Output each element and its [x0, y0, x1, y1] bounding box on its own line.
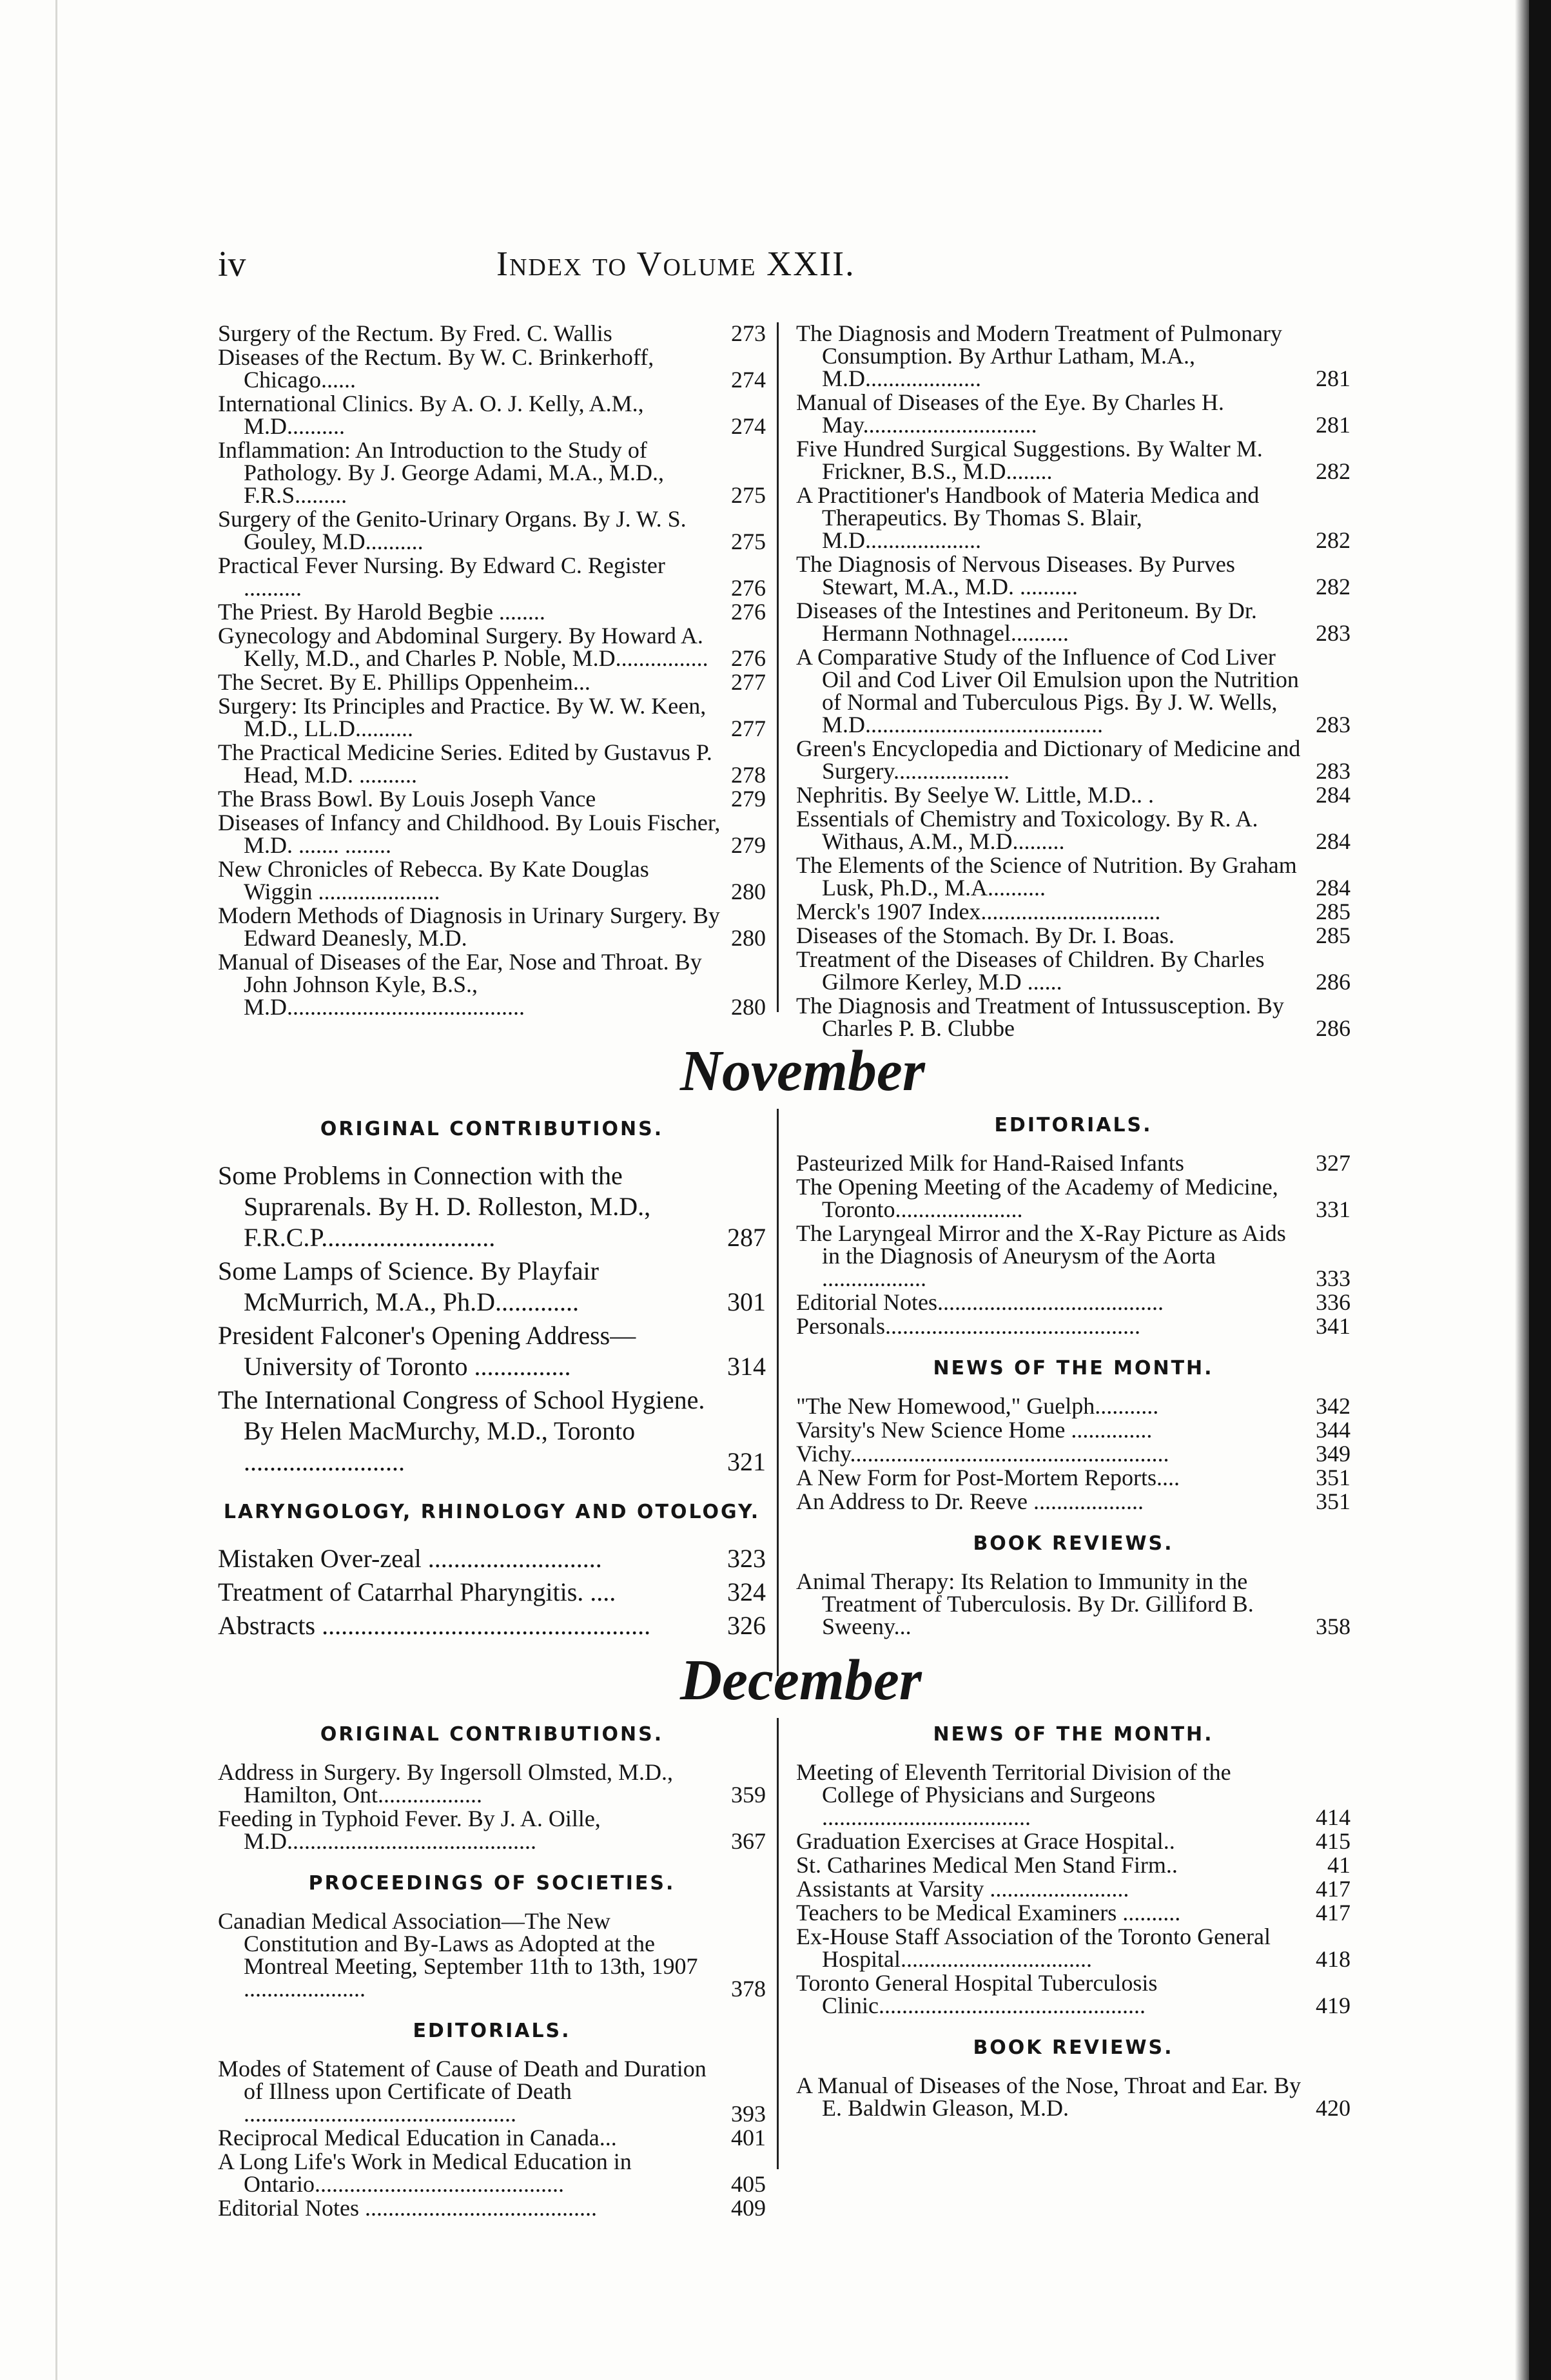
entry-page-number: 274	[731, 367, 766, 393]
entry-title: Vichy.......................................................	[796, 1441, 1169, 1467]
index-entry	[218, 1320, 766, 1382]
index-entry	[218, 1543, 766, 1574]
index-entry	[218, 2197, 766, 2219]
entry-page-number: 273	[731, 320, 766, 346]
entry-title: Diseases of the Intestines and Peritoneum. By Dr. Hermann Nothnagel..........	[796, 598, 1257, 646]
index-entry	[218, 951, 766, 1019]
section-heading: PROCEEDINGS OF SOCIETIES.	[308, 1872, 676, 1895]
entry-title: A Comparative Study of the Influence of Cod Liver Oil and Cod Liver Oil Emulsion upon the Nutrition of Normal and Tuberculous Pigs. By J. W. Wells, M.D.........................................	[796, 644, 1299, 737]
index-entry	[796, 1176, 1351, 1221]
entry-title: New Chronicles of Rebecca. By Kate Douglas Wiggin .....................	[218, 856, 649, 904]
entry-page-number: 342	[1316, 1393, 1351, 1419]
entry-page-number: 420	[1316, 2095, 1351, 2121]
entry-page-number: 277	[731, 716, 766, 741]
index-entry	[796, 1443, 1351, 1465]
index-entry	[796, 1395, 1351, 1418]
section-heading: NEWS OF THE MONTH.	[933, 1357, 1214, 1380]
entry-title: Reciprocal Medical Education in Canada...	[218, 2125, 617, 2151]
entry-title: Treatment of Catarrhal Pharyngitis. ....	[218, 1577, 616, 1606]
entry-title: Essentials of Chemistry and Toxicology. By R. A. Withaus, A.M., M.D.........	[796, 806, 1258, 854]
entry-title: Manual of Diseases of the Ear, Nose and Throat. By John Johnson Kyle, B.S., M.D.........................................	[218, 949, 702, 1020]
entry-title: A Long Life's Work in Medical Education in Ontario...........................................	[218, 2149, 632, 2197]
entry-page-number: 285	[1316, 922, 1351, 948]
entry-title: The Diagnosis of Nervous Diseases. By Purves Stewart, M.A., M.D. ..........	[796, 551, 1235, 600]
entry-page-number: 327	[1316, 1150, 1351, 1176]
entry-page-number: 326	[727, 1611, 766, 1640]
entry-title: Nephritis. By Seelye W. Little, M.D.. .	[796, 782, 1154, 808]
entry-page-number: 321	[727, 1447, 766, 1476]
entry-title: The Opening Meeting of the Academy of Medicine, Toronto......................	[796, 1174, 1278, 1222]
index-entry	[218, 625, 766, 670]
index-entry	[218, 858, 766, 903]
index-entry	[796, 1152, 1351, 1175]
entry-page-number: 282	[1316, 527, 1351, 553]
entry-page-number: 401	[731, 2125, 766, 2151]
entry-page-number: 275	[731, 529, 766, 554]
entry-page-number: 378	[731, 1976, 766, 2002]
index-entry	[796, 1854, 1351, 1877]
entry-page-number: 344	[1316, 1417, 1351, 1443]
index-entry	[796, 948, 1351, 993]
entry-page-number: 283	[1316, 620, 1351, 646]
december-right-column	[796, 1718, 1351, 2121]
index-entry	[796, 391, 1351, 436]
index-entry	[796, 1972, 1351, 2017]
entry-title: Personals............................................	[796, 1313, 1140, 1339]
index-entry	[796, 901, 1351, 923]
entry-title: Some Problems in Connection with the Suprarenals. By H. D. Rolleston, M.D., F.R.C.P...........................	[218, 1161, 651, 1252]
december-left-column	[218, 1718, 766, 2221]
entry-title: Editorial Notes.......................................	[796, 1289, 1164, 1315]
entry-title: The Laryngeal Mirror and the X-Ray Picture as Aids in the Diagnosis of Aneurysm of the Aorta ..................	[796, 1220, 1286, 1291]
entry-title: The Brass Bowl. By Louis Joseph Vance	[218, 786, 596, 812]
entry-title: Gynecology and Abdominal Surgery. By Howard A. Kelly, M.D., and Charles P. Noble, M.D................	[218, 623, 708, 671]
index-entry	[796, 924, 1351, 947]
entry-title: The Practical Medicine Series. Edited by Gustavus P. Head, M.D. ..........	[218, 739, 712, 788]
index-entry	[796, 322, 1351, 390]
index-entry	[218, 1160, 766, 1253]
entry-page-number: 358	[1316, 1614, 1351, 1639]
entry-title: Surgery of the Rectum. By Fred. C. Wallis	[218, 320, 612, 346]
index-entry	[218, 508, 766, 553]
index-entry	[796, 438, 1351, 483]
entry-page-number: 278	[731, 762, 766, 788]
entry-title: The Secret. By E. Phillips Oppenheim...	[218, 669, 590, 695]
index-entry	[796, 1761, 1351, 1829]
entry-title: Green's Encyclopedia and Dictionary of Medicine and Surgery....................	[796, 736, 1301, 784]
entry-title: Modern Methods of Diagnosis in Urinary Surgery. By Edward Deanesly, M.D.	[218, 902, 720, 951]
entry-title: Teachers to be Medical Examiners ..........	[796, 1900, 1181, 1926]
entry-title: A Practitioner's Handbook of Materia Medica and Therapeutics. By Thomas S. Blair, M.D....................	[796, 482, 1260, 553]
scan-margin-line	[55, 0, 57, 2380]
index-entry	[218, 2127, 766, 2149]
entry-page-number: 417	[1316, 1876, 1351, 1902]
entry-page-number: 41	[1327, 1852, 1351, 1878]
entry-title: St. Catharines Medical Men Stand Firm..	[796, 1852, 1178, 1878]
entry-title: Some Lamps of Science. By Playfair McMurrich, M.A., Ph.D.............	[218, 1256, 599, 1316]
entry-page-number: 351	[1316, 1465, 1351, 1490]
entry-page-number: 276	[731, 599, 766, 625]
entry-title: The International Congress of School Hygiene. By Helen MacMurchy, M.D., Toronto .........................	[218, 1385, 705, 1476]
month-title-november: November	[680, 1039, 925, 1103]
index-entry	[218, 601, 766, 623]
index-entry	[218, 741, 766, 786]
november-left-column	[218, 1109, 766, 1644]
entry-page-number: 281	[1316, 412, 1351, 438]
entry-page-number: 417	[1316, 1900, 1351, 1926]
index-entry	[218, 554, 766, 600]
entry-page-number: 336	[1316, 1289, 1351, 1315]
entry-page-number: 279	[731, 786, 766, 812]
entry-page-number: 287	[727, 1223, 766, 1252]
entry-title: Toronto General Hospital Tuberculosis Clinic..............................................	[796, 1970, 1158, 2018]
index-entry	[218, 1910, 766, 2000]
entry-title: Surgery of the Genito-Urinary Organs. By J. W. S. Gouley, M.D..........	[218, 506, 687, 554]
month-title-december: December	[680, 1648, 922, 1712]
entry-title: Five Hundred Surgical Suggestions. By Walter M. Frickner, B.S., M.D........	[796, 436, 1263, 484]
entry-page-number: 359	[731, 1782, 766, 1808]
index-entry	[218, 812, 766, 857]
index-entry	[796, 553, 1351, 598]
page-number: iv	[218, 244, 246, 284]
section-heading: BOOK REVIEWS.	[973, 1532, 1174, 1555]
entry-title: Editorial Notes ........................................	[218, 2195, 597, 2221]
index-entry	[796, 1490, 1351, 1513]
entry-title: The Diagnosis and Modern Treatment of Pulmonary Consumption. By Arthur Latham, M.A., M.D....................	[796, 320, 1282, 391]
index-entry	[218, 695, 766, 740]
entry-page-number: 281	[1316, 366, 1351, 391]
entry-title: A Manual of Diseases of the Nose, Throat and Ear. By E. Baldwin Gleason, M.D.	[796, 2073, 1302, 2121]
entry-page-number: 276	[731, 575, 766, 601]
entry-title: "The New Homewood," Guelph...........	[796, 1393, 1159, 1419]
section-heading: ORIGINAL CONTRIBUTIONS.	[320, 1723, 664, 1746]
index-entry	[796, 1222, 1351, 1290]
index-entry	[218, 1761, 766, 1806]
index-entry	[796, 854, 1351, 899]
index-entry	[796, 1902, 1351, 1924]
entry-title: Animal Therapy: Its Relation to Immunity in the Treatment of Tuberculosis. By Dr. Gilliford B. Sweeny...	[796, 1568, 1254, 1639]
entry-page-number: 324	[727, 1577, 766, 1606]
section-heading: NEWS OF THE MONTH.	[933, 1723, 1214, 1746]
entry-page-number: 280	[731, 925, 766, 951]
index-entry	[796, 1878, 1351, 1900]
entry-page-number: 280	[731, 879, 766, 904]
entry-title: Pasteurized Milk for Hand-Raised Infants	[796, 1150, 1184, 1176]
october-right-column	[796, 322, 1351, 1041]
entry-page-number: 286	[1316, 969, 1351, 995]
entry-title: An Address to Dr. Reeve ...................	[796, 1488, 1144, 1514]
index-entry	[218, 2151, 766, 2196]
entry-title: Diseases of the Stomach. By Dr. I. Boas.	[796, 922, 1175, 948]
entry-page-number: 284	[1316, 782, 1351, 808]
entry-title: The Elements of the Science of Nutrition. By Graham Lusk, Ph.D., M.A..........	[796, 852, 1297, 901]
index-entry	[218, 671, 766, 694]
section-heading: BOOK REVIEWS.	[973, 2036, 1174, 2059]
entry-title: Meeting of Eleventh Territorial Division of the College of Physicians and Surgeons ....................................	[796, 1759, 1231, 1830]
index-entry	[796, 600, 1351, 645]
running-head: Index to Volume XXII.	[496, 244, 855, 283]
entry-page-number: 280	[731, 994, 766, 1020]
entry-page-number: 367	[731, 1828, 766, 1854]
index-entry	[218, 904, 766, 950]
entry-page-number: 333	[1316, 1265, 1351, 1291]
index-entry	[796, 1926, 1351, 1971]
column-divider	[777, 322, 779, 1012]
column-divider	[777, 1109, 779, 1676]
entry-page-number: 314	[727, 1352, 766, 1381]
entry-page-number: 285	[1316, 899, 1351, 924]
entry-title: The Diagnosis and Treatment of Intussusception. By Charles P. B. Clubbe	[796, 993, 1284, 1041]
entry-title: Canadian Medical Association—The New Constitution and By-Laws as Adopted at the Montreal Meeting, September 11th to 13th, 1907 .....................	[218, 1908, 698, 2002]
entry-title: Practical Fever Nursing. By Edward C. Register ..........	[218, 552, 665, 601]
entry-title: Ex-House Staff Association of the Toronto General Hospital.................................	[796, 1924, 1271, 1972]
index-entry	[218, 1577, 766, 1608]
index-entry	[796, 1291, 1351, 1314]
entry-page-number: 286	[1316, 1015, 1351, 1041]
entry-page-number: 283	[1316, 712, 1351, 737]
entry-page-number: 323	[727, 1544, 766, 1573]
index-entry	[218, 1385, 766, 1478]
entry-page-number: 283	[1316, 758, 1351, 784]
entry-page-number: 349	[1316, 1441, 1351, 1467]
entry-title: Modes of Statement of Cause of Death and Duration of Illness upon Certificate of Death ...............................................	[218, 2056, 707, 2127]
index-entry	[796, 995, 1351, 1040]
entry-page-number: 282	[1316, 458, 1351, 484]
section-heading: ORIGINAL CONTRIBUTIONS.	[320, 1118, 664, 1140]
entry-page-number: 414	[1316, 1804, 1351, 1830]
index-entry	[796, 1419, 1351, 1441]
index-entry	[796, 484, 1351, 552]
entry-title: Assistants at Varsity ........................	[796, 1876, 1129, 1902]
section-heading: LARYNGOLOGY, RHINOLOGY AND OTOLOGY.	[223, 1501, 761, 1523]
index-entry	[796, 1467, 1351, 1489]
index-entry	[796, 1830, 1351, 1853]
index-entry	[796, 784, 1351, 806]
entry-page-number: 405	[731, 2171, 766, 2197]
entry-title: International Clinics. By A. O. J. Kelly, A.M., M.D..........	[218, 391, 644, 439]
entry-page-number: 274	[731, 413, 766, 439]
entry-title: Manual of Diseases of the Eye. By Charles H. May..............................	[796, 389, 1224, 438]
entry-page-number: 409	[731, 2195, 766, 2221]
index-entry	[218, 1256, 766, 1318]
index-entry	[218, 1808, 766, 1853]
index-entry	[218, 788, 766, 810]
entry-page-number: 331	[1316, 1196, 1351, 1222]
entry-page-number: 415	[1316, 1828, 1351, 1854]
entry-page-number: 277	[731, 669, 766, 695]
entry-title: Mistaken Over-zeal ...........................	[218, 1544, 602, 1573]
entry-title: A New Form for Post-Mortem Reports....	[796, 1465, 1180, 1490]
index-entry	[218, 322, 766, 345]
entry-page-number: 275	[731, 482, 766, 508]
entry-page-number: 351	[1316, 1488, 1351, 1514]
entry-page-number: 276	[731, 645, 766, 671]
entry-title: The Priest. By Harold Begbie ........	[218, 599, 545, 625]
entry-title: Feeding in Typhoid Fever. By J. A. Oille, M.D...........................................	[218, 1806, 601, 1854]
entry-page-number: 284	[1316, 828, 1351, 854]
entry-title: President Falconer's Opening Address—University of Toronto ...............	[218, 1321, 636, 1381]
entry-title: Surgery: Its Principles and Practice. By W. W. Keen, M.D., LL.D..........	[218, 693, 707, 741]
index-entry	[218, 1610, 766, 1641]
index-entry	[796, 1570, 1351, 1638]
scan-shadow	[1515, 0, 1529, 2380]
entry-page-number: 279	[731, 832, 766, 858]
index-entry	[796, 1315, 1351, 1338]
entry-title: Merck's 1907 Index...............................	[796, 899, 1161, 924]
entry-title: Diseases of Infancy and Childhood. By Louis Fischer, M.D. ....... ........	[218, 810, 721, 858]
entry-page-number: 301	[727, 1287, 766, 1316]
november-right-column	[796, 1109, 1351, 1639]
entry-page-number: 282	[1316, 574, 1351, 600]
index-entry	[218, 439, 766, 507]
entry-page-number: 341	[1316, 1313, 1351, 1339]
entry-page-number: 418	[1316, 1946, 1351, 1972]
index-entry	[796, 808, 1351, 853]
entry-title: Treatment of the Diseases of Children. By Charles Gilmore Kerley, M.D ......	[796, 946, 1265, 995]
entry-title: Abstracts ...................................................	[218, 1611, 651, 1640]
scan-binding-edge	[1529, 0, 1551, 2380]
entry-title: Graduation Exercises at Grace Hospital..	[796, 1828, 1175, 1854]
entry-page-number: 284	[1316, 875, 1351, 901]
october-left-column	[218, 322, 766, 1020]
entry-title: Diseases of the Rectum. By W. C. Brinkerhoff, Chicago......	[218, 344, 654, 393]
index-entry	[218, 2058, 766, 2125]
section-heading: EDITORIALS.	[994, 1114, 1153, 1136]
entry-page-number: 393	[731, 2101, 766, 2127]
index-entry	[796, 2074, 1351, 2120]
entry-page-number: 419	[1316, 1993, 1351, 2018]
entry-title: Varsity's New Science Home ..............	[796, 1417, 1153, 1443]
index-entry	[796, 646, 1351, 736]
section-heading: EDITORIALS.	[413, 2020, 571, 2042]
column-divider	[777, 1718, 779, 2169]
index-entry	[218, 346, 766, 391]
index-entry	[796, 737, 1351, 783]
index-entry	[218, 393, 766, 438]
entry-title: Inflammation: An Introduction to the Study of Pathology. By J. George Adami, M.A., M.D., F.R.S.........	[218, 437, 664, 508]
entry-title: Address in Surgery. By Ingersoll Olmsted, M.D., Hamilton, Ont..................	[218, 1759, 673, 1808]
